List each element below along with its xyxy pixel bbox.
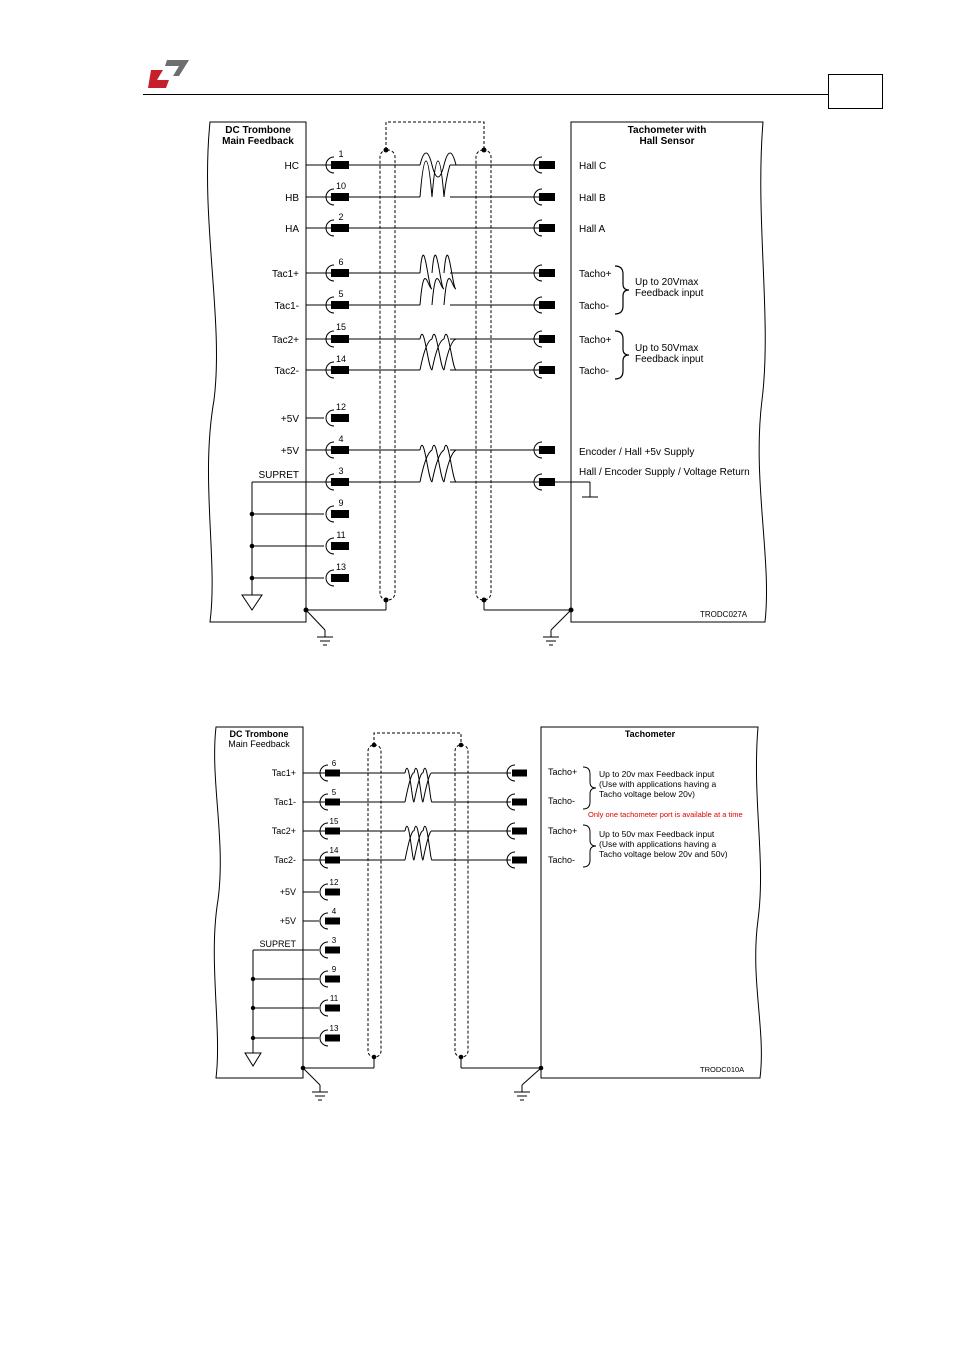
left-title-2: Main Feedback bbox=[222, 136, 294, 147]
right-label: Tacho+ bbox=[579, 269, 612, 280]
note-text: Tacho voltage below 20v and 50v) bbox=[599, 849, 728, 859]
pin-number: 10 bbox=[335, 181, 347, 191]
left-label: SUPRET bbox=[259, 939, 296, 949]
pin-number: 4 bbox=[331, 907, 337, 916]
drawing-code: TRODC027A bbox=[700, 610, 748, 619]
note-text: Tacho voltage below 20v) bbox=[599, 789, 695, 799]
right-label: Tacho- bbox=[579, 301, 610, 312]
pin-number: 9 bbox=[331, 965, 337, 974]
page-header bbox=[0, 0, 955, 120]
pin-number: 3 bbox=[338, 466, 344, 476]
pin-number: 6 bbox=[338, 257, 344, 267]
brace-2 bbox=[583, 825, 596, 867]
pin-number: 1 bbox=[338, 149, 344, 159]
right-label: Encoder / Hall +5v Supply bbox=[579, 447, 695, 458]
right-label: Hall C bbox=[579, 161, 607, 172]
right-title-1: Tachometer with bbox=[627, 125, 707, 136]
right-label: Tacho- bbox=[548, 855, 576, 865]
pin-number: 15 bbox=[329, 817, 339, 826]
right-title-2: Hall Sensor bbox=[639, 136, 695, 147]
right-label: Hall / Encoder Supply / Voltage Return bbox=[579, 467, 750, 478]
left-label: Tac1- bbox=[273, 797, 296, 807]
pin-number: 14 bbox=[335, 354, 347, 364]
pin-number: 3 bbox=[331, 936, 337, 945]
note-text: Up to 50Vmax bbox=[635, 343, 699, 354]
pin-number: 12 bbox=[329, 878, 339, 887]
pin-number: 14 bbox=[329, 846, 339, 855]
header-rule bbox=[143, 94, 828, 95]
note-text: Up to 20Vmax bbox=[635, 277, 699, 288]
wiring-diagram-hall-tacho bbox=[0, 110, 955, 670]
right-label: Tacho- bbox=[548, 796, 576, 806]
brace-1 bbox=[583, 767, 596, 809]
pin-number: 5 bbox=[331, 788, 337, 797]
left-label: +5V bbox=[279, 887, 296, 897]
left-label: SUPRET bbox=[258, 470, 299, 481]
connector-pin bbox=[320, 913, 340, 929]
connector-pin bbox=[320, 971, 340, 987]
right-label: Tacho+ bbox=[548, 767, 578, 777]
company-logo bbox=[145, 58, 191, 90]
right-label: Hall B bbox=[579, 193, 606, 204]
right-label: Tacho- bbox=[579, 366, 610, 377]
left-label: HC bbox=[284, 161, 299, 172]
note-text: Feedback input bbox=[635, 288, 704, 299]
note-text: Up to 50v max Feedback input bbox=[599, 829, 715, 839]
left-label: Tac1+ bbox=[272, 269, 299, 280]
left-label: Tac2- bbox=[273, 855, 296, 865]
right-title: Tachometer bbox=[624, 729, 676, 739]
pin-number: 15 bbox=[335, 322, 347, 332]
pin-number: 11 bbox=[336, 530, 346, 540]
note-text: Up to 20v max Feedback input bbox=[599, 769, 715, 779]
pin-number: 13 bbox=[329, 1024, 339, 1033]
left-label: +5V bbox=[279, 916, 296, 926]
left-label: HA bbox=[285, 224, 299, 235]
connector-pin bbox=[326, 506, 349, 522]
red-note: Only one tachometer port is available at a time bbox=[588, 810, 743, 819]
left-label: Tac2+ bbox=[272, 335, 299, 346]
wiring-diagram-tacho bbox=[0, 715, 955, 1115]
left-title-1: DC Trombone bbox=[225, 125, 291, 136]
right-label: Tacho+ bbox=[579, 335, 612, 346]
page-number-box bbox=[828, 74, 883, 109]
left-label: Tac2+ bbox=[271, 826, 296, 836]
left-label: Tac1+ bbox=[271, 768, 296, 778]
connector-pin bbox=[320, 942, 340, 958]
connector-pin bbox=[326, 570, 349, 586]
drive-connector-box bbox=[214, 727, 303, 1078]
left-label: Tac1- bbox=[274, 301, 299, 312]
note-text: Feedback input bbox=[635, 354, 704, 365]
left-label: +5V bbox=[280, 446, 299, 457]
note-text: (Use with applications having a bbox=[599, 779, 717, 789]
shield-wire-group bbox=[384, 148, 487, 153]
pin-number: 9 bbox=[338, 498, 344, 508]
note-text: (Use with applications having a bbox=[599, 839, 717, 849]
left-label: HB bbox=[285, 193, 299, 204]
brace-1 bbox=[615, 266, 629, 314]
connector-pin bbox=[326, 410, 349, 426]
pin-number: 5 bbox=[338, 289, 344, 299]
pin-number: 12 bbox=[335, 402, 347, 412]
left-title-1: DC Trombone bbox=[229, 729, 289, 739]
pin-number: 6 bbox=[331, 759, 337, 768]
connector-pin bbox=[326, 538, 349, 554]
right-label: Tacho+ bbox=[548, 826, 578, 836]
brace-2 bbox=[615, 331, 629, 379]
pin-number: 13 bbox=[335, 562, 347, 572]
left-label: Tac2- bbox=[274, 366, 299, 377]
pin-number: 11 bbox=[329, 994, 339, 1003]
twisted-pair-group bbox=[420, 153, 456, 482]
pin-number: 2 bbox=[338, 212, 344, 222]
drawing-code: TRODC010A bbox=[700, 1065, 745, 1074]
left-label: +5V bbox=[280, 414, 299, 425]
right-label: Hall A bbox=[579, 224, 606, 235]
left-title-2: Main Feedback bbox=[228, 739, 290, 749]
pin-number: 4 bbox=[338, 434, 344, 444]
